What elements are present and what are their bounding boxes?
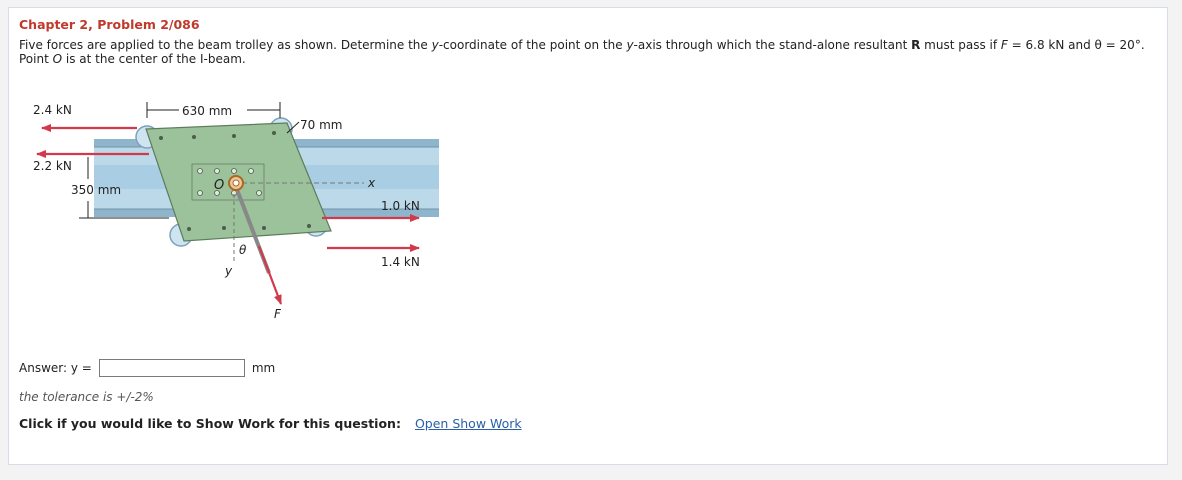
force-1-0kN-label: 1.0 kN <box>381 199 420 213</box>
open-show-work-link[interactable]: Open Show Work <box>414 416 522 431</box>
problem-text: is at the center of the I-beam. <box>62 52 246 66</box>
force-2-4kN-label: 2.4 kN <box>33 103 72 117</box>
problem-var-y: y <box>431 38 439 52</box>
problem-statement <box>19 38 1159 66</box>
beam-trolley-figure <box>19 91 439 326</box>
dim-630-label: 630 mm <box>182 104 233 118</box>
problem-text: = 6.8 kN and θ = 20°. <box>1007 38 1145 52</box>
problem-text: must pass if <box>920 38 1001 52</box>
answer-unit: mm <box>251 361 276 375</box>
answer-row <box>19 357 275 379</box>
tolerance-note: the tolerance is +/-2% <box>19 390 154 404</box>
problem-text: Point <box>19 52 53 66</box>
force-1-4kN-label: 1.4 kN <box>381 255 420 269</box>
x-axis-label: x <box>368 176 376 190</box>
dim-350-label: 350 mm <box>71 183 122 197</box>
problem-text: -coordinate of the point on the <box>438 38 627 52</box>
problem-text: -axis through which the stand-alone resultant <box>633 38 912 52</box>
answer-label: Answer: y = <box>19 361 92 375</box>
problem-title: Chapter 2, Problem 2/086 <box>19 17 200 32</box>
y-axis-label: y <box>225 264 233 278</box>
theta-label: θ <box>239 243 247 257</box>
force-F-arrow <box>259 246 281 304</box>
show-work-prompt: Click if you would like to Show Work for this question: <box>19 416 401 431</box>
problem-var-R: R <box>911 38 921 52</box>
show-work-row <box>19 416 522 431</box>
force-F-label: F <box>274 307 281 321</box>
origin-label: O <box>214 178 225 193</box>
dim-70-label: 70 mm <box>300 118 343 132</box>
problem-var-F: F <box>1000 38 1008 52</box>
answer-input[interactable] <box>99 359 245 377</box>
question-panel <box>8 7 1168 465</box>
problem-var-y: y <box>626 38 634 52</box>
problem-text: Five forces are applied to the beam trolley as shown. Determine the <box>19 38 432 52</box>
force-2-2kN-label: 2.2 kN <box>33 159 72 173</box>
problem-var-O: O <box>52 52 63 66</box>
